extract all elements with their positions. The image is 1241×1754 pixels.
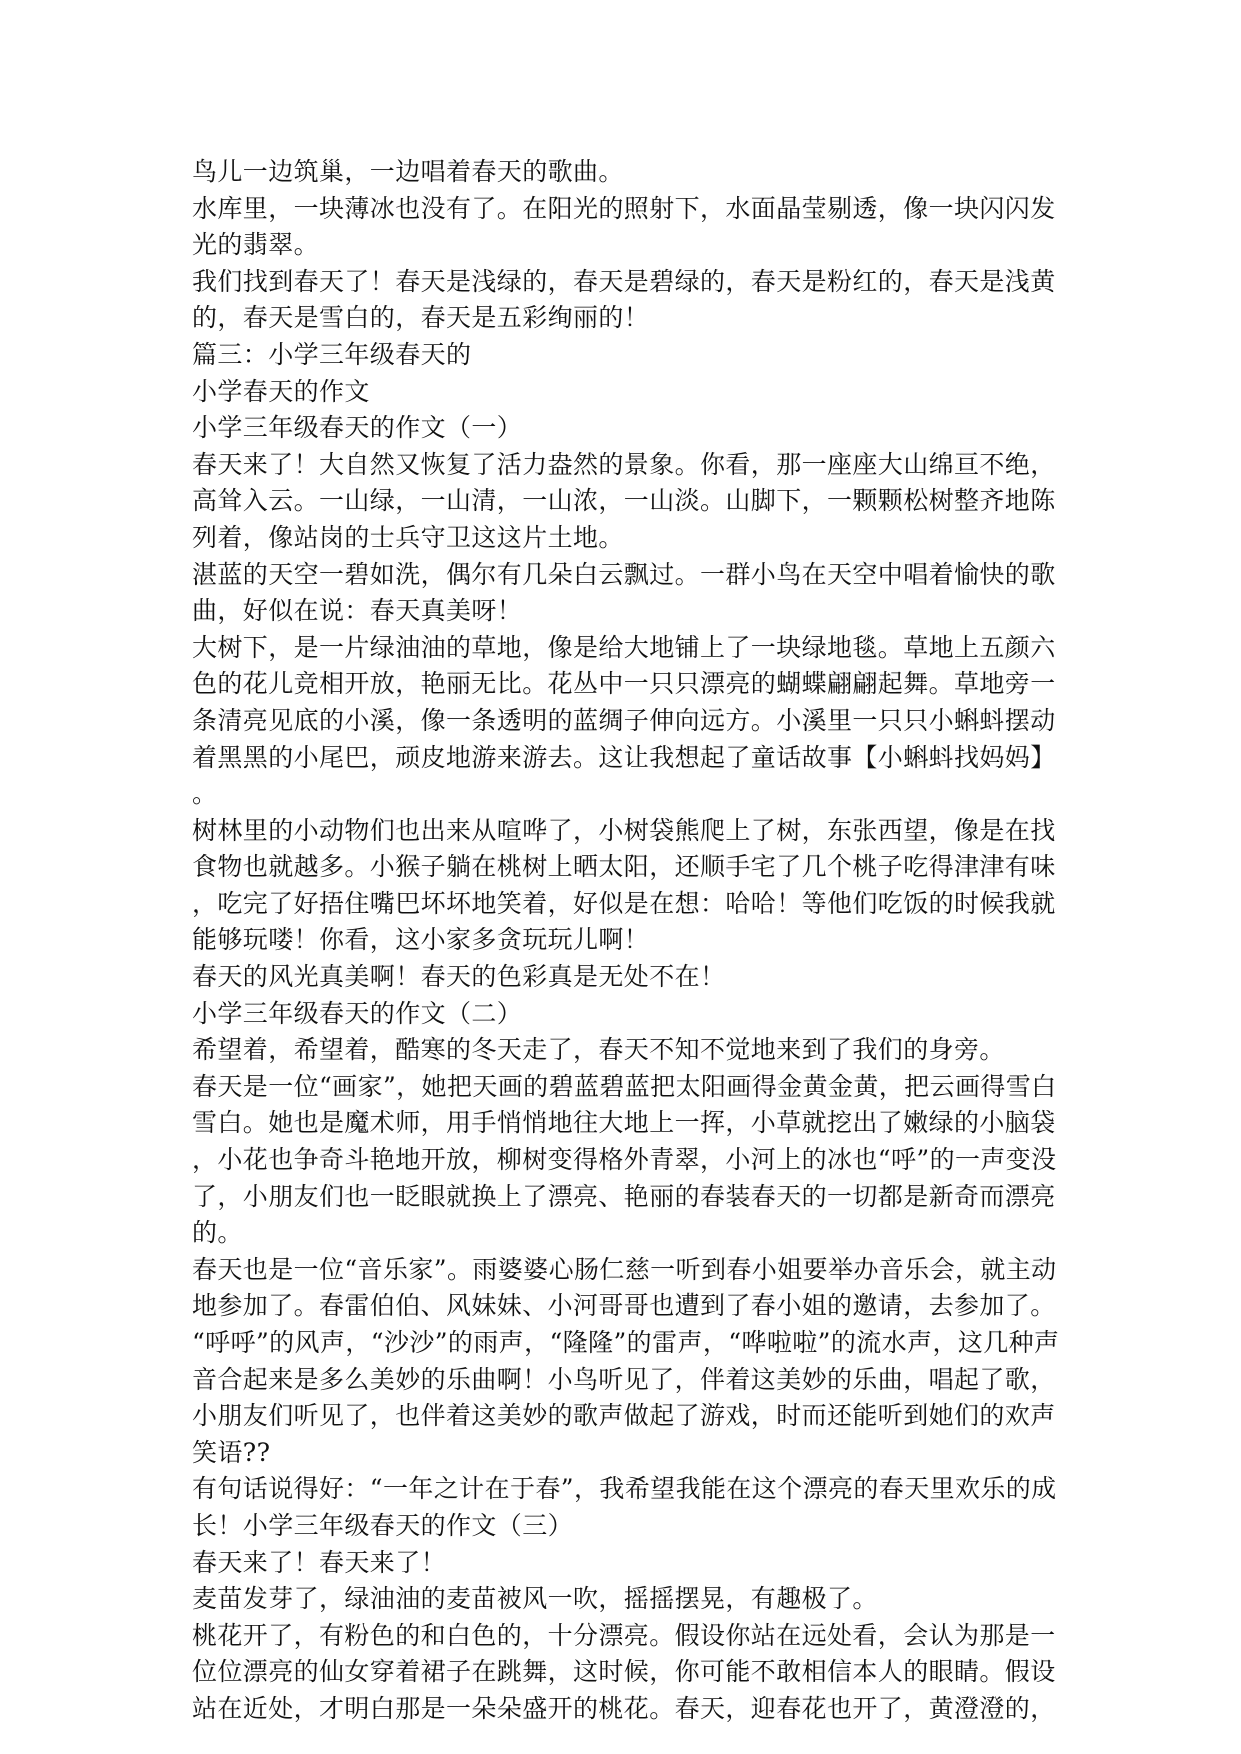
text-line: “呼呼”的风声，“沙沙”的雨声，“隆隆”的雷声，“哗啦啦”的流水声，这几种声 [192, 1328, 1060, 1357]
text-line: 大树下，是一片绿油油的草地，像是给大地铺上了一块绿地毯。草地上五颜六 [192, 632, 1056, 662]
text-line: 我们找到春天了！春天是浅绿的，春天是碧绿的，春天是粉红的，春天是浅黄 [192, 266, 1056, 296]
text-line: ，吃完了好捂住嘴巴坏坏地笑着，好似是在想：哈哈！等他们吃饭的时候我就 [192, 888, 1056, 918]
text-line: 小学三年级春天的作文（一） [192, 413, 523, 443]
text-line: 春天来了！春天来了！ [192, 1547, 447, 1577]
text-line: 鸟儿一边筑巢，一边唱着春天的歌曲。 [192, 157, 624, 186]
text-line: 能够玩喽！你看，这小家多贪玩玩儿啊！ [192, 925, 650, 955]
text-line: 了，小朋友们也一眨眼就换上了漂亮、艳丽的春装春天的一切都是新奇而漂亮 [192, 1181, 1056, 1211]
text-line: 小朋友们听见了，也伴着这美妙的歌声做起了游戏，时而还能听到她们的欢声 [192, 1401, 1056, 1431]
text-line: 桃花开了，有粉色的和白色的，十分漂亮。假设你站在远处看，会认为那是一 [192, 1620, 1056, 1650]
text-line: 笑语?? [192, 1437, 271, 1467]
text-line: 春天的风光真美啊！春天的色彩真是无处不在！ [192, 962, 726, 992]
text-line: 的。 [192, 1218, 243, 1248]
text-line: ，小花也争奇斗艳地开放，柳树变得格外青翠，小河上的冰也“呼”的一声变没 [192, 1145, 1057, 1175]
text-line: 长！小学三年级春天的作文（三） [192, 1510, 574, 1540]
text-line: 小学三年级春天的作文（二） [192, 998, 523, 1028]
text-line: 篇三：小学三年级春天的 [192, 339, 472, 369]
text-line: 小学春天的作文 [192, 376, 370, 406]
text-line: 着黑黑的小尾巴，顽皮地游来游去。这让我想起了童话故事【小蝌蚪找妈妈】 [192, 742, 1056, 772]
text-line: 高耸入云。一山绿，一山清，一山浓，一山淡。山脚下，一颗颗松树整齐地陈 [192, 486, 1056, 516]
text-line: 地参加了。春雷伯伯、风妹妹、小河哥哥也遭到了春小姐的邀请，去参加了。 [192, 1291, 1056, 1321]
text-line: 有句话说得好：“一年之计在于春”，我希望我能在这个漂亮的春天里欢乐的成 [192, 1474, 1057, 1504]
text-line: 春天来了！大自然又恢复了活力盎然的景象。你看，那一座座大山绵亘不绝， [192, 449, 1056, 479]
text-line: 站在近处，才明白那是一朵朵盛开的桃花。春天，迎春花也开了，黄澄澄的， [192, 1693, 1056, 1723]
text-line: 光的翡翠。 [192, 230, 320, 260]
text-line: 食物也就越多。小猴子躺在桃树上晒太阳，还顺手宅了几个桃子吃得津津有味 [192, 852, 1056, 882]
text-line: 春天是一位“画家”，她把天画的碧蓝碧蓝把太阳画得金黄金黄，把云画得雪白 [192, 1071, 1057, 1101]
text-line: 希望着，希望着，酷寒的冬天走了，春天不知不觉地来到了我们的身旁。 [192, 1035, 1005, 1065]
document-page [192, 154, 1060, 1728]
text-line: 。 [192, 779, 218, 809]
text-line: 位位漂亮的仙女穿着裙子在跳舞，这时候，你可能不敢相信本人的眼睛。假设 [192, 1657, 1056, 1687]
text-line: 水库里，一块薄冰也没有了。在阳光的照射下，水面晶莹剔透，像一块闪闪发 [192, 193, 1056, 223]
text-line: 的，春天是雪白的，春天是五彩绚丽的！ [192, 303, 650, 333]
text-line: 树林里的小动物们也出来从喧哗了，小树袋熊爬上了树，东张西望，像是在找 [192, 815, 1056, 845]
text-line: 雪白。她也是魔术师，用手悄悄地往大地上一挥，小草就挖出了嫩绿的小脑袋 [192, 1108, 1056, 1138]
text-line: 曲，好似在说：春天真美呀！ [192, 596, 523, 626]
text-line: 麦苗发芽了，绿油油的麦苗被风一吹，摇摇摆晃，有趣极了。 [192, 1584, 878, 1614]
text-line: 春天也是一位“音乐家”。雨婆婆心肠仁慈一听到春小姐要举办音乐会，就主动 [192, 1254, 1057, 1284]
text-line: 色的花儿竞相开放，艳丽无比。花丛中一只只漂亮的蝴蝶翩翩起舞。草地旁一 [192, 669, 1056, 699]
text-line: 湛蓝的天空一碧如洗，偶尔有几朵白云飘过。一群小鸟在天空中唱着愉快的歌 [192, 559, 1056, 589]
text-line: 条清亮见底的小溪，像一条透明的蓝绸子伸向远方。小溪里一只只小蝌蚪摆动 [192, 705, 1056, 735]
text-line: 列着，像站岗的士兵守卫这这片土地。 [192, 522, 624, 552]
text-line: 音合起来是多么美妙的乐曲啊！小鸟听见了，伴着这美妙的乐曲，唱起了歌， [192, 1364, 1056, 1394]
